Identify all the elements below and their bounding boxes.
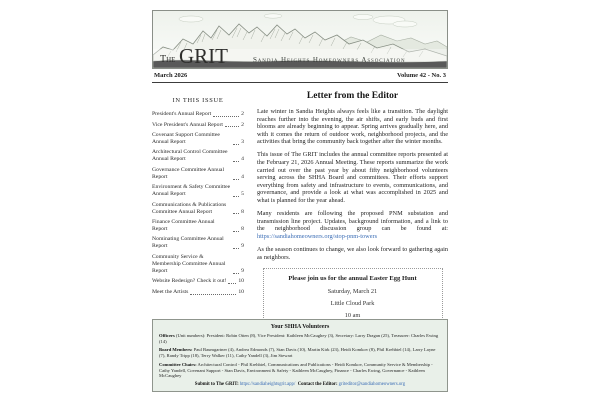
letter-title: Letter from the Editor [306,91,399,101]
toc-item-page: 10 [238,278,244,285]
toc-dot-leader [225,126,239,127]
event-title: Please join us for the annual Easter Egg Hunt [288,275,417,283]
masthead-title-the: The [160,54,176,65]
toc-dot-leader [233,213,239,214]
toc-item-label: Meet the Artists [152,288,189,295]
toc-item [152,149,244,163]
toc-dot-leader [233,144,239,145]
toc-item-label: Architectural Control Committee Annual Report [152,149,228,163]
toc-dot-leader [233,273,239,274]
toc-item-label: Nominating Committee Annual Report [152,236,224,250]
toc-item-label: Vice President's Annual Report [152,121,223,128]
event-location: Little Cloud Park [330,299,375,307]
board-members-label: Board Members: [159,347,193,353]
toc-list [152,111,244,296]
volunteers-title: Your SHHA Volunteers [270,323,330,330]
toc-item-page: 4 [241,173,244,180]
toc-item-page: 8 [241,225,244,232]
toc-item-page: 3 [241,138,244,145]
toc-dot-leader [233,196,239,197]
committee-chairs-text: Architectural Control - Phil Krehbiel, Communications and Publications - Heidi Komkov, Community Service & Membership - Cathy Yandell, Covenant Support - Stan Davis, Environment & Safety - Kathleen McCaughey, Finance - Charles Ewing, Governance - Kathleen McCaughey [159,361,433,379]
dateline [152,69,448,83]
submit-line [159,382,441,387]
letter-paragraph-2: This issue of The GRIT includes the annual committee reports presented at the February 21, 2026 Annual Meeting. These reports summarize the work carried out over the past year by about fifty neighborhood volunteers serving across the SHHA Board and committees. Their efforts support everything from safety and infrastructure to events, communications, and governance, and provide a look at what was accomplished in 2025 and what is planned for the year ahead. [257,151,448,205]
toc-item-page: 8 [241,208,244,215]
toc-item [152,184,244,198]
toc-item-label: Environment & Safety Committee Annual Report [152,184,231,198]
officers-line [159,333,441,345]
toc-item [152,167,244,181]
toc-item [152,111,244,118]
toc-item-page: 10 [238,288,244,295]
board-members-text: Paul Baumgartner (4), Andrea Edmonds (7), Stan Davis (10), Martin Kirk (23), Heidi Komkov (8), Phil Krehbiel (14), Larry Layne (7), Randy Tripp (18), Terry Walker (11), Cathy Yandell (3), Jim Stewart [159,347,436,359]
toc-item [152,219,244,233]
toc-item [152,122,244,129]
letter-paragraph-3 [257,210,448,240]
toc-item [152,202,244,216]
toc-item-page: 9 [241,243,244,250]
toc-sidebar [152,87,244,346]
board-members-line [159,347,441,359]
volunteers-box [152,319,448,392]
letter-paragraph-1: Late winter in Sandia Heights always feels like a transition. The daylight reaches further into the evening, the air shifts, and early buds and first blooms are already beginning to appear. Spring arrives gradually here, and with it comes the return of outdoor work, neighborhood projects, and the activities that bring the community back together after the winter months. [257,108,448,146]
editor-email-link[interactable]: griteditor@sandiahomeowners.org [338,382,406,387]
officers-label: Officers [159,333,175,339]
toc-item-page: 2 [241,121,244,128]
toc-item-page: 4 [241,156,244,163]
toc-item [152,289,244,296]
toc-dot-leader [233,179,239,180]
toc-item [152,254,244,275]
letter-paragraph-3-text: Many residents are following the proposed PNM substation and transmission line project. Updates, background information, and a link to the neighborhood discussion group can be found at: [257,210,448,233]
toc-item [152,132,244,146]
toc-item-label: Covenant Support Committee Annual Report [152,132,220,145]
toc-item [152,236,244,250]
newsletter-page [152,0,448,400]
toc-dot-leader [190,294,236,295]
officers-text: (Unit numbers): President: Robin Otten (8), Vice President: Kathleen McCaughey (3), Secretary: Larry Dragan (25), Treasurer: Charles Ewing (14) [159,333,439,344]
toc-item-label: Website Redesign? Check it out! [152,278,227,285]
submit-label: Submit to The GRIT: [194,382,239,387]
issue-date: March 2026 [154,72,188,79]
masthead-title-grit: GRIT [179,44,228,68]
pnm-info-link[interactable]: https://sandiahomeowners.org/stop-pnm-towers [257,232,378,240]
grit-submit-link[interactable]: https://sandiaheightsgrit.app/ [239,382,296,387]
toc-dot-leader [233,231,239,232]
event-date: Saturday, March 21 [327,287,378,295]
toc-item-label: Finance Committee Annual Report [152,219,215,232]
masthead-org-name: Sandia Heights Homeowners Association [253,56,406,64]
toc-dot-leader [233,248,239,249]
letter-paragraph-4: As the season continues to change, we also look forward to gathering again as neighbors. [257,246,448,261]
committee-chairs-line [159,362,441,379]
contact-editor-label: Contact the Editor: [297,382,338,387]
toc-dot-leader [213,116,239,117]
toc-heading: IN THIS ISSUE [172,97,224,104]
toc-item-label: Community Service & Membership Committee Annual Report [152,253,226,274]
toc-dot-leader [233,161,239,162]
toc-item-page: 9 [241,267,244,274]
issue-volume: Volume 42 - No. 3 [396,72,446,79]
toc-dot-leader [228,283,236,284]
masthead-banner-illustration [152,10,448,69]
toc-item-page: 5 [241,191,244,198]
committee-chairs-label: Committee Chairs: [159,361,197,367]
event-time: 10 am [344,311,361,319]
letter-column [257,87,448,346]
toc-item [152,278,244,285]
toc-item-label: President's Annual Report [152,111,212,117]
toc-item-page: 2 [241,111,244,117]
toc-item-label: Governance Committee Annual Report [152,166,225,180]
toc-item-label: Communications & Publications Committee Annual Report [152,201,227,215]
